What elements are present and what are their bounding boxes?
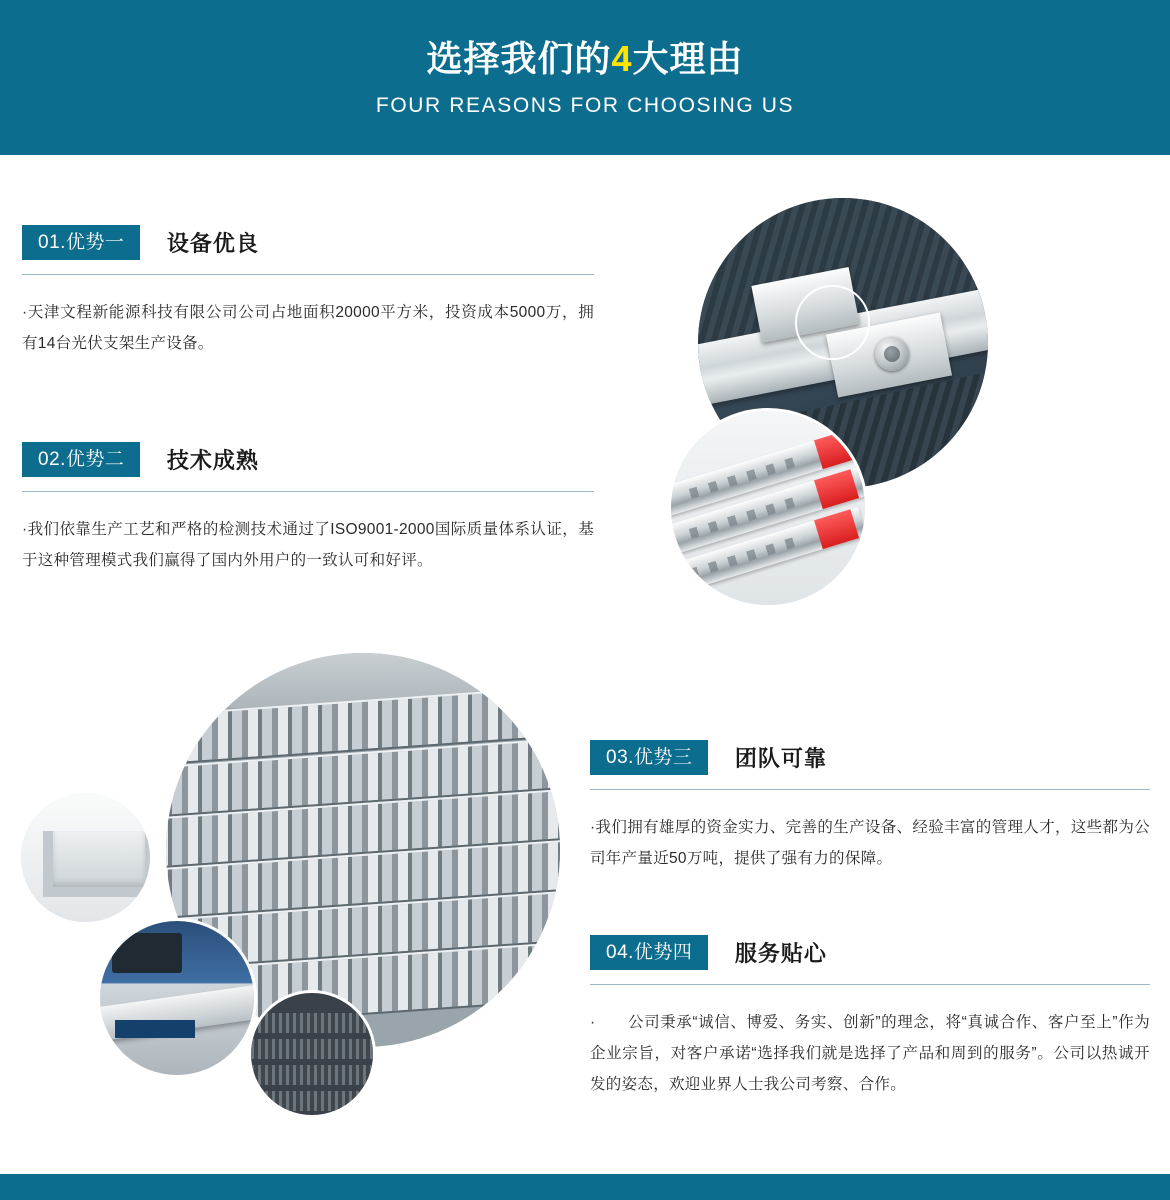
roll-forming-machine-photo <box>97 918 257 1078</box>
feature-2-head <box>22 442 594 482</box>
feature-4-head <box>590 935 1150 975</box>
feature-1-body: ·天津文程新能源科技有限公司公司占地面积20000平方米，投资成本5000万，拥有14台光伏支架生产设备。 <box>22 304 594 352</box>
feature-block-2 <box>22 442 594 576</box>
page-title <box>426 37 743 80</box>
page-header <box>0 0 1170 155</box>
feature-4-badge: 04.优势四 <box>590 935 708 970</box>
feature-1-head <box>22 225 594 265</box>
feature-4-body: · 公司秉承“诚信、博爱、务实、创新”的理念，将“真诚合作、客户至上”作为企业宗旨，对客户承诺“选择我们就是选择了产品和周到的服务”。公司以热诚开发的姿态，欢迎业界人士我公司考察、合作。 <box>590 1014 1150 1093</box>
page-title-prefix: 选择我们的 <box>426 37 612 79</box>
feature-1-title: 设备优良 <box>166 231 259 256</box>
feature-3-head <box>590 740 1150 780</box>
feature-block-4 <box>590 935 1150 1100</box>
feature-2-title: 技术成熟 <box>166 448 259 473</box>
feature-4-divider <box>590 984 1150 985</box>
feature-1-divider <box>22 274 594 275</box>
steel-channel-bundle-photo <box>668 408 868 608</box>
feature-3-badge: 03.优势三 <box>590 740 708 775</box>
feature-2-badge: 02.优势二 <box>22 442 140 477</box>
page-title-suffix: 大理由 <box>632 37 744 79</box>
page-subtitle: FOUR REASONS FOR CHOOSING US <box>375 94 795 118</box>
feature-1-badge: 01.优势一 <box>22 225 140 260</box>
feature-block-1 <box>22 225 594 359</box>
feature-4-title: 服务贴心 <box>734 941 827 966</box>
decorative-ring <box>795 285 870 360</box>
feature-2-divider <box>22 491 594 492</box>
footer-bar <box>0 1174 1170 1200</box>
feature-3-body: ·我们拥有雄厚的资金实力、完善的生产设备、经验丰富的管理人才，这些都为公司年产量近50万吨，提供了强有力的保障。 <box>590 819 1150 867</box>
page-title-accent: 4 <box>611 37 633 79</box>
feature-2-body: ·我们依靠生产工艺和严格的检测技术通过了ISO9001-2000国际质量体系认证，基于这种管理模式我们赢得了国内外用户的一致认可和好评。 <box>22 521 594 569</box>
u-channel-profile-photo <box>18 790 153 925</box>
steel-coils-photo <box>248 990 376 1118</box>
feature-3-title: 团队可靠 <box>734 746 827 771</box>
feature-3-divider <box>590 789 1150 790</box>
feature-block-3 <box>590 740 1150 874</box>
